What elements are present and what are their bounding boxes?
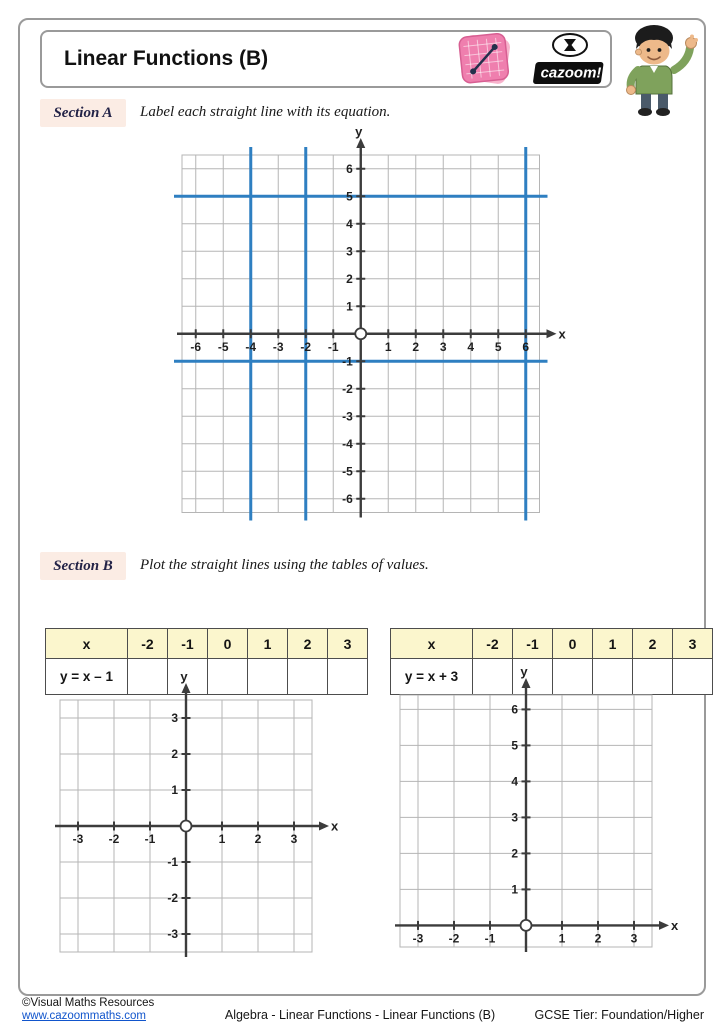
table-header-value: 1 [248,629,288,659]
svg-text:-3: -3 [342,409,353,424]
svg-text:2: 2 [511,846,518,861]
table-header-value: -1 [168,629,208,659]
svg-text:-1: -1 [342,354,353,369]
footer-tier: GCSE Tier: Foundation/Higher [534,1008,704,1022]
mascot-illustration [612,18,704,120]
table-header-value: 2 [288,629,328,659]
logo-text: cazoom! [540,64,602,82]
svg-text:-3: -3 [272,339,284,354]
svg-text:1: 1 [511,882,518,897]
svg-text:-3: -3 [167,927,178,941]
svg-text:-4: -4 [245,339,257,354]
svg-text:-1: -1 [167,855,178,869]
table-header-value: 2 [633,629,673,659]
svg-text:1: 1 [346,299,353,314]
svg-text:6: 6 [522,339,530,354]
svg-text:6: 6 [346,161,353,176]
svg-text:-2: -2 [448,931,460,946]
table-header-value: 1 [593,629,633,659]
equation-label: y = x – 1 [46,659,128,695]
table-header-value: 3 [673,629,713,659]
svg-text:-5: -5 [217,339,229,354]
svg-text:-1: -1 [327,339,339,354]
svg-text:3: 3 [171,711,178,725]
footer-breadcrumb: Algebra - Linear Functions - Linear Functions (B) [224,1008,496,1022]
svg-text:3: 3 [511,810,518,825]
svg-text:-3: -3 [412,931,424,946]
section-a-grid[interactable] [152,125,570,539]
svg-text:-4: -4 [342,436,353,451]
svg-text:y: y [355,124,363,139]
cazoom-logo [532,32,608,90]
section-a-label: Section A [40,99,126,127]
copyright-text: ©Visual Maths Resources [22,997,155,1009]
table-header-x: x [46,629,128,659]
svg-text:-5: -5 [342,464,353,479]
svg-text:1: 1 [384,339,392,354]
svg-text:-1: -1 [144,832,156,846]
table-header-value: 0 [553,629,593,659]
website-link[interactable]: www.cazoommaths.com [22,1010,146,1022]
svg-text:3: 3 [290,832,298,846]
svg-text:-2: -2 [167,891,178,905]
svg-text:-2: -2 [300,339,312,354]
table-header-value: -2 [128,629,168,659]
section-b-grid-left[interactable] [30,670,342,978]
svg-text:2: 2 [346,271,353,286]
svg-text:-3: -3 [72,832,84,846]
svg-text:y: y [520,664,528,679]
svg-text:3: 3 [439,339,447,354]
table-header-value: -2 [473,629,513,659]
svg-text:6: 6 [511,702,518,717]
svg-text:2: 2 [594,931,602,946]
table-header-value: 0 [208,629,248,659]
svg-text:4: 4 [346,216,353,231]
table-header-x: x [391,629,473,659]
svg-text:2: 2 [254,832,262,846]
worksheet-title: Linear Functions (B) [64,47,269,70]
section-b-grid-right[interactable] [370,665,682,973]
svg-text:1: 1 [171,783,178,797]
svg-text:4: 4 [511,774,518,789]
svg-text:-2: -2 [342,381,353,396]
svg-text:2: 2 [412,339,420,354]
svg-text:-1: -1 [484,931,496,946]
svg-text:3: 3 [630,931,638,946]
svg-text:4: 4 [467,339,475,354]
graph-tile-icon [456,30,516,90]
svg-text:1: 1 [218,832,226,846]
table-header-value: 3 [328,629,368,659]
svg-text:5: 5 [346,189,353,204]
svg-text:5: 5 [494,339,502,354]
svg-text:5: 5 [511,738,518,753]
svg-text:1: 1 [558,931,566,946]
equation-label: y = x + 3 [391,659,473,695]
svg-text:2: 2 [171,747,178,761]
table-header-value: -1 [513,629,553,659]
header [40,30,612,88]
svg-text:-2: -2 [108,832,120,846]
svg-text:x: x [558,326,566,342]
svg-text:y: y [180,669,188,684]
svg-text:-6: -6 [190,339,202,354]
svg-text:x: x [671,917,679,933]
svg-text:x: x [331,818,339,834]
svg-text:-6: -6 [342,491,353,506]
section-b-label: Section B [40,552,126,580]
svg-text:3: 3 [346,244,353,259]
section-b-instruction: Plot the straight lines using the tables of values. [140,557,429,573]
section-a-instruction: Label each straight line with its equation. [140,104,391,120]
